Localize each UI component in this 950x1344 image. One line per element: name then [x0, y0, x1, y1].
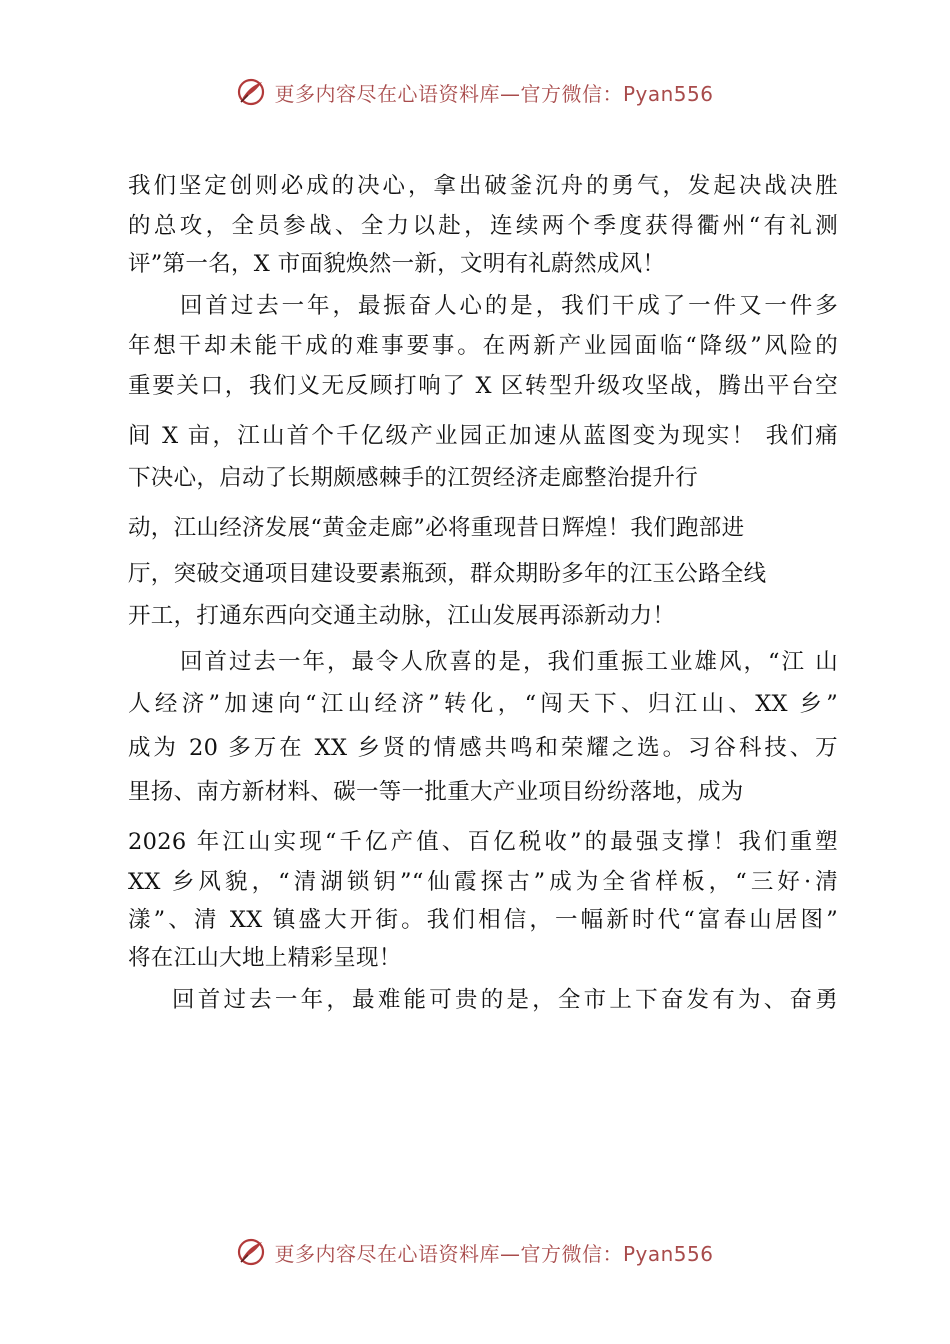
doc-line-13: 人经济”加速向“江山经济”转化，“闯天下、归江山、XX 乡”	[128, 691, 838, 717]
doc-line-5: 年想干却未能干成的难事要事。在两新产业园面临“降级”风险的	[128, 333, 838, 359]
doc-line-11: 开工，打通东西向交通主动脉，江山发展再添新动力！	[128, 603, 676, 629]
doc-line-20: 回首过去一年，最难能可贵的是，全市上下奋发有为、奋勇	[172, 987, 838, 1013]
doc-line-19: 将在江山大地上精彩呈现！	[128, 945, 402, 971]
doc-line-18: 漾”、清 XX 镇盛大开街。我们相信，一幅新时代“富春山居图”	[128, 907, 838, 933]
quill-logo-icon	[236, 77, 266, 107]
doc-line-1: 我们坚定创则必成的决心，拿出破釜沉舟的勇气，发起决战决胜	[128, 173, 838, 199]
doc-line-4: 回首过去一年，最振奋人心的是，我们干成了一件又一件多	[180, 293, 838, 319]
footer-banner-text: 更多内容尽在心语资料库—官方微信：Pyan556	[274, 1241, 714, 1266]
header-banner-text: 更多内容尽在心语资料库—官方微信：Pyan556	[274, 81, 714, 106]
doc-line-12: 回首过去一年，最令人欣喜的是，我们重振工业雄风，“江 山	[180, 649, 838, 675]
doc-line-6: 重要关口，我们义无反顾打响了 X 区转型升级攻坚战，腾出平台空	[128, 373, 838, 399]
doc-line-3: 评”第一名，X 市面貌焕然一新，文明有礼蔚然成风！	[128, 251, 666, 277]
doc-line-8: 下决心，启动了长期颇感棘手的江贺经济走廊整治提升行	[128, 465, 699, 491]
doc-line-17: XX 乡风貌，“清湖锁钥”“仙霞探古”成为全省样板，“三好·清	[128, 869, 838, 895]
doc-line-7: 间 X 亩，江山首个千亿级产业园正加速从蓝图变为现实！ 我们痛	[128, 423, 838, 449]
doc-line-2: 的总攻，全员参战、全力以赴，连续两个季度获得衢州“有礼测	[128, 213, 838, 239]
doc-line-10: 厅，突破交通项目建设要素瓶颈，群众期盼多年的江玉公路全线	[128, 561, 767, 587]
doc-line-14: 成为 20 多万在 XX 乡贤的情感共鸣和荣耀之选。习谷科技、万	[128, 735, 838, 761]
quill-logo-icon	[236, 1237, 266, 1267]
doc-line-16: 2026 年江山实现“千亿产值、百亿税收”的最强支撑！我们重塑	[128, 829, 838, 855]
doc-line-9: 动，江山经济发展“黄金走廊”必将重现昔日辉煌！我们跑部进	[128, 515, 745, 541]
footer-banner	[0, 1232, 950, 1272]
doc-line-15: 里扬、南方新材料、碳一等一批重大产业项目纷纷落地，成为	[128, 779, 744, 805]
header-banner	[0, 72, 950, 112]
